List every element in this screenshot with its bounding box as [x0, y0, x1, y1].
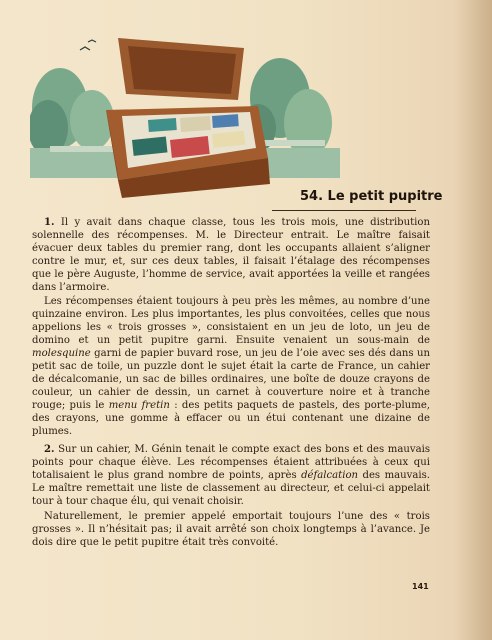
text-run: Les récompenses étaient toujours à peu près les mêmes, au nombre d’une quinzaine environ. Les plus importantes, les plus convoitées, celles que nous appelions les « trois grosses », consistaient en un jeu de loto, un jeu de domino et un petit pupitre garni. Ensuite venaient un sous-main de — [32, 296, 430, 347]
page-number: 141 — [412, 582, 429, 591]
italic-term: menu fretin — [108, 399, 170, 411]
title-divider — [272, 210, 416, 211]
paragraph-number: 1. — [44, 217, 55, 228]
chapter-title: 54. Le petit pupitre — [300, 189, 443, 204]
paragraph-4 — [32, 511, 430, 550]
paragraph-2 — [32, 296, 430, 438]
paragraph-number: 2. — [44, 444, 55, 456]
text-run: : des petits paquets de pastels, des porte-plume, des crayons, une gomme à effacer ou un étui contenant une dizaine de plumes. — [32, 399, 431, 437]
text-run: garni de papier buvard rose, un jeu de l’oie avec ses dés dans un petit sac de toile, un puzzle dont le sujet était la carte de France, un cahier de décalcomanie, un sac de billes ordinaires, une boîte de douze crayons de couleur, un cahier de dessin, un carnet à couverture noire et à tranche rouge; puis le — [32, 348, 430, 411]
paragraph-3 — [32, 444, 430, 509]
text-run: Sur un cahier, M. Génin tenait le compte exact des bons et des mauvais points pour chaque élève. Les récompenses étaient attribuées à ceux qui totalisaient le plus grand nombre de points, après — [32, 444, 430, 482]
desk-illustration — [30, 28, 340, 200]
paragraph-1 — [32, 217, 430, 294]
text-run: Naturellement, le premier appelé emportait toujours l’une des « trois grosses ». Il n’hésitait pas; il avait arrêté son choix longtemps à l’avance. Je dois dire que le petit pupitre était très convoité. — [32, 510, 430, 548]
italic-term: défalcation — [301, 470, 359, 482]
body-text — [32, 217, 430, 552]
text-run: Il y avait dans chaque classe, tous les trois mois, une distribution solennelle des récompenses. M. le Directeur entrait. Le maître faisait évacuer deux tables du premier rang, dont les occupants allaient s’aligner contre le mur, et, sur ces deux tables, il faisait l’étalage des récompenses que le père Auguste, l’homme de service, avait apportées la veille et rangées dans l’armoire. — [32, 217, 430, 293]
italic-term: molesquine — [32, 348, 91, 360]
text-run: des mauvais. Le maître remettait une liste de classement au directeur, et celui-ci appelait tour à tour chaque élu, qui venait choisir. — [32, 470, 430, 508]
